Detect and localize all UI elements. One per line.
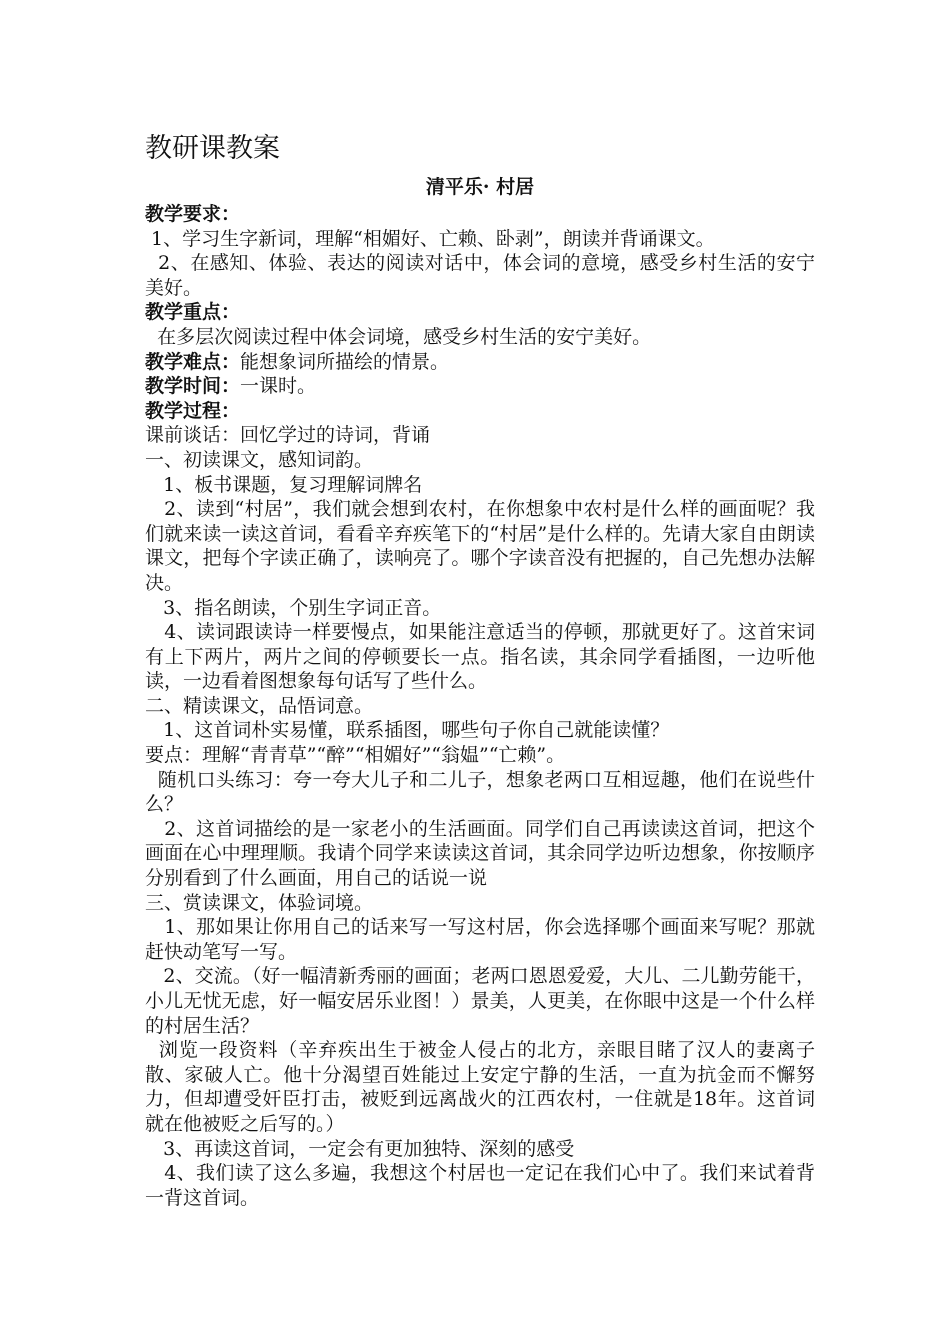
process-line: 2、这首词描绘的是一家老小的生活画面。同学们自己再读读这首词，把这个画面在心中理理顺。我请个同学来读读这首词，其余同学边听边想象，你按顺序分别看到了什么画面，用自己的话说一说 [145, 817, 815, 890]
time-heading: 教学时间： [145, 375, 241, 398]
process-line: 3、指名朗读，个别生字词正音。 [145, 596, 442, 619]
process-line: 1、板书课题，复习理解词牌名 [145, 473, 423, 496]
requirement-1: 1、学习生字新词，理解“相媚好、亡赖、卧剥”，朗读并背诵课文。 [145, 227, 715, 250]
process-line: 2、读到“村居”，我们就会想到农村，在你想象中农村是什么样的画面呢？我们就来读一读这首词，看看辛弃疾笔下的“村居”是什么样的。先请大家自由朗读课文，把每个字读正确了，读响亮了。哪个字读音没有把握的，自己先想办法解决。 [145, 498, 815, 594]
process-line: 4、读词跟读诗一样要慢点，如果能注意适当的停顿，那就更好了。这首宋词有上下两片，两片之间的停顿要长一点。指名读，其余同学看插图，一边听他读，一边看着图想象每句话写了些什么。 [145, 621, 815, 693]
difficulty-text: 能想象词所描绘的情景。 [240, 350, 450, 373]
difficulty-line [145, 350, 815, 375]
process-line: 2、交流。（好一幅清新秀丽的画面；老两口恩恩爱爱，大儿、二儿勤劳能干，小儿无忧无虑，好一幅安居乐业图！）景美，人更美，在你眼中这是一个什么样的村居生活？ [145, 965, 815, 1037]
lesson-plan-page [145, 128, 815, 1210]
process-line: 3、再读这首词，一定会有更加独特、深刻的感受 [145, 1137, 575, 1160]
time-text: 一课时。 [240, 375, 317, 398]
requirement-2: 2、在感知、体验、表达的阅读对话中，体会词的意境，感受乡村生活的安宁美好。 [145, 252, 815, 299]
process-line: 三、赏读课文，体验词境。 [145, 891, 374, 914]
process-line: 随机口头练习：夸一夸大儿子和二儿子，想象老两口互相逗趣，他们在说些什么？ [145, 768, 815, 816]
focus-heading: 教学重点： [145, 301, 241, 324]
process-line: 二、精读课文，品悟词意。 [145, 694, 374, 717]
poem-title: 清平乐· 村居 [425, 176, 535, 198]
difficulty-heading: 教学难点： [145, 350, 241, 373]
process-line: 一、初读课文，感知词韵。 [145, 448, 374, 471]
requirements-heading: 教学要求： [145, 203, 241, 225]
process-line: 1、那如果让你用自己的话来写一写这村居，你会选择哪个画面来写呢？那就赶快动笔写一写。 [145, 916, 815, 963]
process-line: 要点：理解“青青草”“醉”“相媚好”“翁媪”“亡赖”。 [145, 744, 566, 767]
process-line: 1、这首词朴实易懂，联系插图，哪些句子你自己就能读懂？ [145, 719, 670, 742]
process-line: 浏览一段资料（辛弃疾出生于被金人侵占的北方，亲眼目睹了汉人的妻离子散、家破人亡。他十分渴望百姓能过上安定宁静的生活，一直为抗金而不懈努力，但却遭受奸臣打击，被贬到远离战火的江西农村，一住就是18年。这首词就在他被贬之后写的。） [145, 1039, 815, 1135]
process-heading: 教学过程： [145, 399, 241, 422]
time-line [145, 374, 815, 399]
process-line: 课前谈话：回忆学过的诗词，背诵 [145, 424, 431, 447]
process-line: 4、我们读了这么多遍，我想这个村居也一定记在我们心中了。我们来试着背一背这首词。 [145, 1162, 815, 1209]
document-header: 教研课教案 [145, 133, 280, 164]
focus-text: 在多层次阅读过程中体会词境，感受乡村生活的安宁美好。 [145, 325, 652, 348]
